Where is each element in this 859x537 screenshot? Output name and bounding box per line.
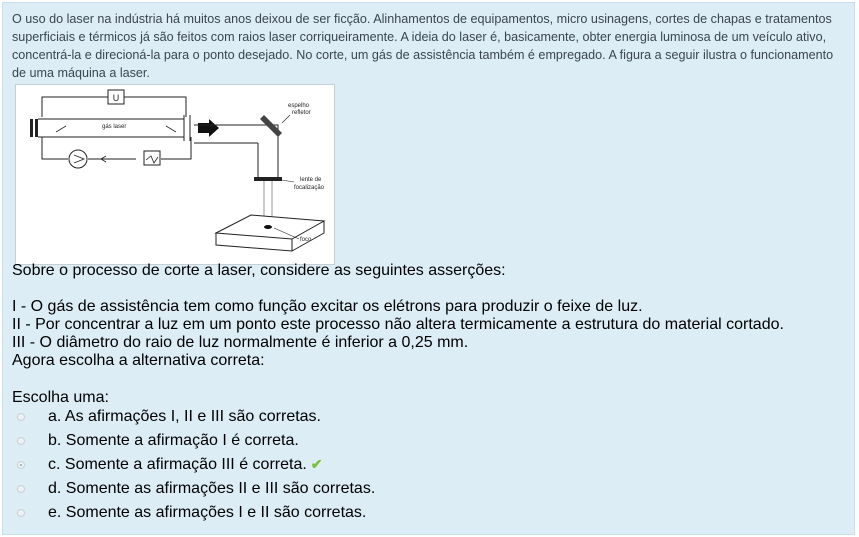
- power-supply-label: U: [112, 93, 120, 103]
- question-intro: O uso do laser na indústria há muitos anos deixou de ser ficção. Alinhamentos de equipamentos, micro usinagens, cortes de chapas e tratamentos superficiais e térmicos já são feitos com raios laser corriqueiramente. A ideia do laser é, basicamente, obter energia luminosa de um veículo ativo, concentrá-la e direcioná-la para o ponto desejado. No corte, um gás de assistência também é empregado. A figura a seguir ilustra o funcionamento de uma máquina a laser.: [12, 12, 834, 80]
- option-b-radio[interactable]: [17, 437, 25, 445]
- option-d[interactable]: [17, 480, 376, 498]
- question-panel: [2, 2, 855, 535]
- laser-machine-figure: [15, 84, 335, 265]
- option-b-label[interactable]: b. Somente a afirmação I é correta.: [48, 432, 299, 449]
- option-c[interactable]: [17, 456, 323, 474]
- correct-check-icon: ✔: [310, 456, 323, 472]
- option-c-label[interactable]: [48, 456, 323, 474]
- option-e[interactable]: [17, 504, 367, 522]
- option-e-radio[interactable]: [17, 509, 25, 517]
- choose-label: Escolha uma:: [12, 389, 109, 406]
- assertion-2: II - Por concentrar a luz em um ponto este processo não altera termicamente a estrutura do material cortado.: [12, 316, 784, 333]
- lens-label-2: focalização: [294, 185, 325, 191]
- option-c-text[interactable]: c. Somente a afirmação III é correta.: [48, 456, 307, 473]
- option-a-radio[interactable]: [17, 413, 25, 421]
- option-b[interactable]: [17, 432, 299, 450]
- question-prompt: Sobre o processo de corte a laser, considere as seguintes asserções:: [12, 262, 506, 279]
- question-content: [12, 10, 847, 82]
- instruction-text: Agora escolha a alternativa correta:: [12, 352, 265, 369]
- option-a-label[interactable]: a. As afirmações I, II e III são corretas.: [48, 408, 321, 425]
- option-d-radio[interactable]: [17, 485, 25, 493]
- option-a[interactable]: [17, 408, 321, 426]
- gas-label: gás laser: [102, 124, 127, 130]
- laser-diagram: [16, 85, 334, 264]
- option-d-label[interactable]: d. Somente as afirmações II e III são corretas.: [48, 480, 376, 497]
- lens-label-1: lente de: [300, 177, 322, 183]
- mirror-label-2: refletor: [292, 110, 311, 116]
- assertion-3: III - O diâmetro do raio de luz normalmente é inferior a 0,25 mm.: [12, 334, 469, 351]
- focus-label: foco: [300, 237, 312, 243]
- option-c-radio[interactable]: [17, 461, 25, 469]
- option-e-label[interactable]: e. Somente as afirmações I e II são corretas.: [48, 504, 367, 521]
- assertion-1: I - O gás de assistência tem como função excitar os elétrons para produzir o feixe de luz.: [12, 298, 643, 315]
- assertions-list: [12, 298, 784, 370]
- mirror-label-1: espelho: [288, 103, 310, 109]
